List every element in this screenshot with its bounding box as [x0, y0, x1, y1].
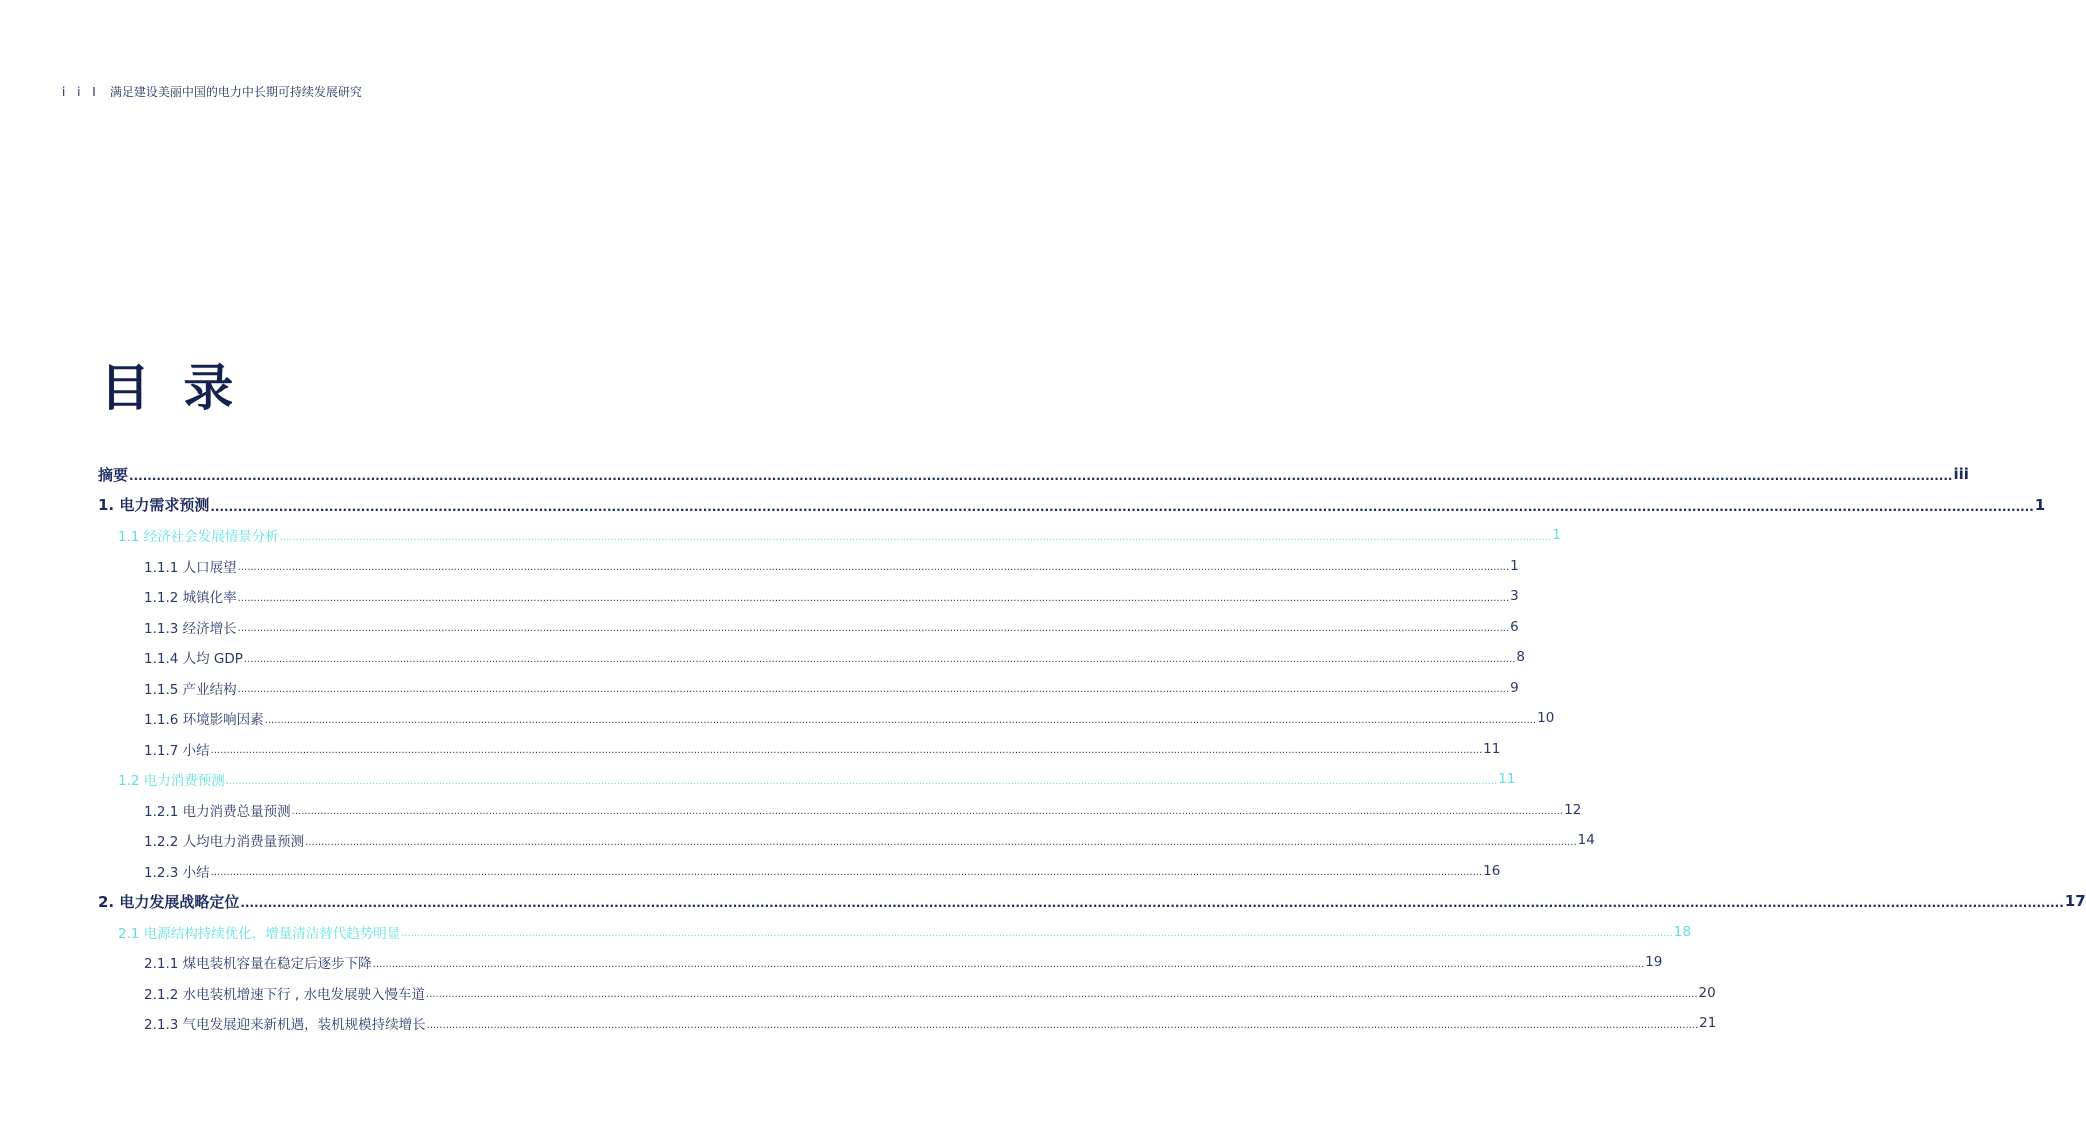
toc-entry-page: 21	[1699, 1015, 1717, 1032]
toc-entry-label: 1.1.4 人均 GDP	[144, 651, 243, 668]
toc-entry-page: 12	[1564, 801, 1582, 818]
toc-entry-label: 2. 电力发展战略定位	[98, 892, 240, 911]
toc-entry-page: 6	[1510, 618, 1519, 635]
toc-dot-leader: ................................................................................................................................................................................................................................................................................................................................................................................................................	[264, 714, 1537, 726]
toc-dot-leader: ................................................................................................................................................................................................................................................................................................................................................................................................................	[237, 684, 1510, 696]
toc-entry-page: 3	[1510, 588, 1519, 605]
toc-entry-level-3[interactable]	[98, 612, 1519, 643]
toc-entry-level-3[interactable]	[98, 581, 1519, 612]
table-of-contents	[98, 459, 2086, 1039]
toc-entry-level-1[interactable]	[98, 459, 1969, 490]
toc-entry-page: 1	[2034, 495, 2046, 514]
toc-entry-page: 14	[1577, 832, 1595, 849]
toc-entry-level-3[interactable]	[98, 673, 1519, 704]
toc-dot-leader: ................................................................................................................................................................................................................................................................................................................................................................................................................	[210, 867, 1483, 879]
toc-entry-page: 1	[1552, 527, 1561, 544]
toc-entry-level-2[interactable]	[98, 520, 1561, 551]
toc-entry-label: 1.2.1 电力消费总量预测	[144, 803, 291, 820]
toc-dot-leader: ................................................................................................................................................................................................................................................................................................................................................................................................................	[210, 745, 1483, 757]
toc-entry-page: 1	[1510, 557, 1519, 574]
toc-entry-level-3[interactable]	[98, 734, 1501, 765]
toc-dot-leader: ................................................................................................................................................................................................................................................................................................................................................................................................................	[237, 592, 1510, 604]
toc-dot-leader: ................................................................................................................................................................................................................................................................................................................................................................................................................	[243, 653, 1516, 665]
toc-entry-level-2[interactable]	[98, 917, 1691, 948]
document-title: 满足建设美丽中国的电力中长期可持续发展研究	[109, 85, 362, 99]
toc-entry-level-3[interactable]	[98, 1008, 1717, 1039]
toc-entry-page: 17	[2064, 892, 2086, 911]
toc-dot-leader: ................................................................................................................................................................................................................................................................................................................................................................................................................	[305, 836, 1577, 848]
toc-entry-page: 11	[1483, 740, 1501, 757]
toc-entry-label: 1.2 电力消费预测	[118, 773, 225, 790]
toc-entry-label: 1.1.5 产业结构	[144, 681, 237, 698]
toc-entry-page: 10	[1537, 710, 1555, 727]
toc-entry-label: 1. 电力需求预测	[98, 496, 210, 515]
toc-dot-leader: ................................................................................................................................................................................................................................................................................................................................................................................................................	[237, 623, 1510, 635]
toc-dot-leader: ................................................................................................................................................................................................................................................................................................................................................................................................................	[237, 562, 1510, 574]
toc-entry-label: 2.1.3 气电发展迎来新机遇，装机规模持续增长	[144, 1017, 426, 1034]
toc-dot-leader: ................................................................................................................................................................................................................................................................................................................................................................................................................	[372, 958, 1645, 970]
toc-dot-leader: ................................................................................................................................................................................................................................................................................................................................................................................................................	[210, 499, 2034, 514]
page-number: i i I	[62, 84, 100, 99]
toc-entry-page: 19	[1645, 954, 1663, 971]
toc-dot-leader: ................................................................................................................................................................................................................................................................................................................................................................................................................	[225, 775, 1498, 787]
toc-entry-page: 9	[1510, 679, 1519, 696]
toc-entry-level-3[interactable]	[98, 795, 1582, 826]
toc-entry-level-3[interactable]	[98, 856, 1501, 887]
toc-entry-label: 1.2.2 人均电力消费量预测	[144, 834, 305, 851]
toc-entry-page: 8	[1516, 649, 1526, 666]
toc-heading: 目 录	[100, 359, 242, 417]
toc-entry-level-1[interactable]	[98, 886, 2086, 917]
toc-entry-label: 1.2.3 小结	[144, 864, 210, 881]
toc-entry-level-3[interactable]	[98, 642, 1526, 673]
toc-dot-leader: ................................................................................................................................................................................................................................................................................................................................................................................................................	[129, 469, 1953, 484]
toc-entry-label: 2.1.2 水电装机增速下行 , 水电发展驶入慢车道	[144, 986, 426, 1003]
toc-entry-level-3[interactable]	[98, 703, 1555, 734]
toc-entry-level-3[interactable]	[98, 978, 1716, 1009]
toc-entry-page: 11	[1498, 771, 1516, 788]
toc-dot-leader: ................................................................................................................................................................................................................................................................................................................................................................................................................	[426, 1019, 1699, 1031]
toc-entry-label: 1.1.3 经济增长	[144, 620, 237, 637]
toc-entry-label: 1.1 经济社会发展情景分析	[118, 529, 279, 546]
toc-dot-leader: ................................................................................................................................................................................................................................................................................................................................................................................................................	[291, 806, 1564, 818]
toc-entry-label: 1.1.6 环境影响因素	[144, 712, 264, 729]
toc-dot-leader: ................................................................................................................................................................................................................................................................................................................................................................................................................	[401, 928, 1673, 940]
toc-entry-label: 摘要	[98, 465, 129, 484]
toc-entry-label: 1.1.1 人口展望	[144, 559, 237, 576]
toc-entry-label: 1.1.7 小结	[144, 742, 210, 759]
toc-entry-level-1[interactable]	[98, 490, 2046, 521]
toc-entry-level-3[interactable]	[98, 947, 1663, 978]
toc-entry-page: 16	[1483, 862, 1501, 879]
toc-entry-label: 2.1 电源结构持续优化，增量清洁替代趋势明显	[118, 925, 401, 942]
running-header	[62, 83, 362, 100]
toc-dot-leader: ................................................................................................................................................................................................................................................................................................................................................................................................................	[279, 531, 1552, 543]
toc-dot-leader: ................................................................................................................................................................................................................................................................................................................................................................................................................	[426, 989, 1698, 1001]
toc-entry-page: iii	[1953, 465, 1969, 484]
toc-entry-level-3[interactable]	[98, 551, 1519, 582]
toc-entry-level-3[interactable]	[98, 825, 1595, 856]
toc-dot-leader: ................................................................................................................................................................................................................................................................................................................................................................................................................	[240, 896, 2064, 911]
toc-entry-page: 20	[1698, 984, 1716, 1001]
toc-entry-label: 1.1.2 城镇化率	[144, 590, 237, 607]
toc-entry-label: 2.1.1 煤电装机容量在稳定后逐步下降	[144, 956, 372, 973]
toc-entry-page: 18	[1673, 923, 1691, 940]
toc-entry-level-2[interactable]	[98, 764, 1516, 795]
